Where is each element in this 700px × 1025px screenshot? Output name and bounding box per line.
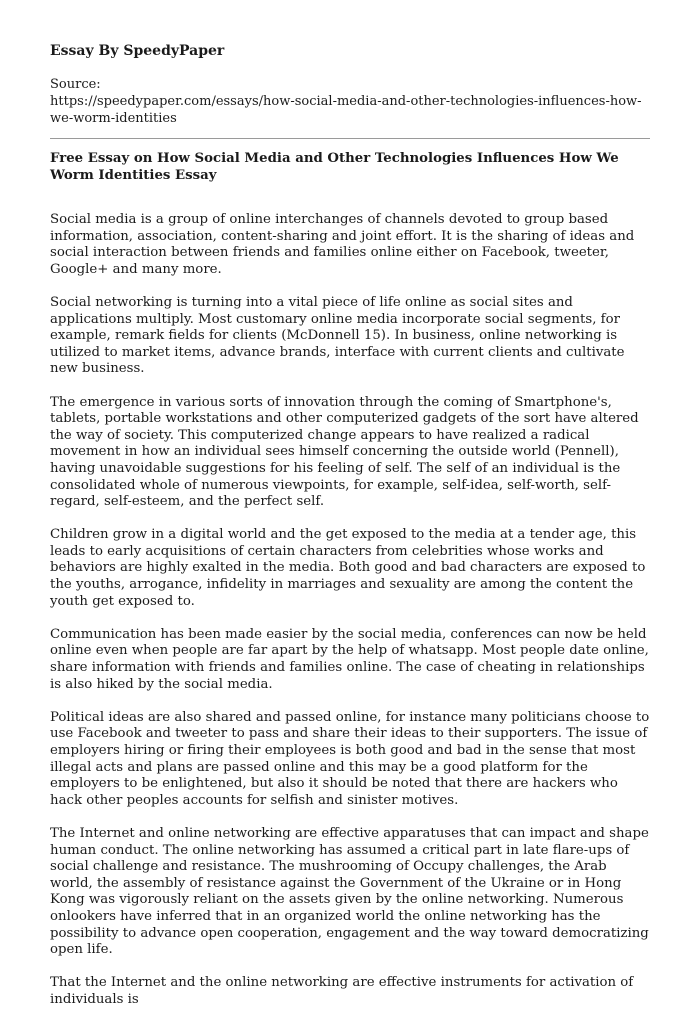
essay-paragraph: Communication has been made easier by the social media, conferences can now be held online even when people are far apart by the help of whatsapp. Most people date online, share information with friends and families online. The case of cheating in relationships is also hiked by the social media. [50,626,649,692]
document-brand-title: Essay By SpeedyPaper [50,43,225,59]
header-divider [50,138,650,139]
essay-paragraph: Social networking is turning into a vital piece of life online as social sites and applications multiply. Most customary online media incorporate social segments, for example, remark fields for clients (McDonnell 15). In business, online networking is utilized to market items, advance brands, interface with current clients and cultivate new business. [50,294,625,377]
essay-body [50,212,650,1025]
essay-paragraph: That the Internet and the online networking are effective instruments for activation of individuals is [50,975,634,1007]
essay-paragraph: Political ideas are also shared and passed online, for instance many politicians choose to use Facebook and tweeter to pass and share their ideas to their supporters. The issue of employers hiring or firing their employees is both good and bad in the sense that most illegal acts and plans are passed online and this may be a good platform for the employers to be enlightened, but also it should be noted that there are hackers who hack other peoples accounts for selfish and sinister motives. [50,709,650,808]
source-url-link[interactable]: https://speedypaper.com/essays/how-social-media-and-other-technologies-influences-how-we-worm-identities [50,94,642,126]
essay-paragraph: Children grow in a digital world and the get exposed to the media at a tender age, this leads to early acquisitions of certain characters from celebrities whose works and behaviors are highly exalted in the media. Both good and bad characters are exposed to the youths, arrogance, infidelity in marriages and sexuality are among the content the youth get exposed to. [50,527,646,609]
essay-paragraph: The emergence in various sorts of innovation through the coming of Smartphone's, tablets, portable workstations and other computerized gadgets of the sort have altered the way of society. This computerized change appears to have realized a radical movement in how an individual sees himself concerning the outside world (Pennell), having unavoidable suggestions for his feeling of self. The self of an individual is the consolidated whole of numerous viewpoints, for example, self-idea, self-worth, self-regard, self-esteem, and the perfect self. [50,394,639,510]
essay-title: Free Essay on How Social Media and Other Technologies Influences How We Worm Identities Essay [50,151,619,183]
document-header [50,42,650,127]
essay-paragraph: Social media is a group of online interchanges of channels devoted to group based information, association, content-sharing and joint effort. It is the sharing of ideas and social interaction between friends and families online either on Facebook, tweeter, Google+ and many more. [50,212,635,277]
essay-paragraph: The Internet and online networking are effective apparatuses that can impact and shape human conduct. The online networking has assumed a critical part in late flare-ups of social challenge and resistance. The mushrooming of Occupy challenges, the Arab world, the assembly of resistance against the Government of the Ukraine or in Hong Kong was vigorously reliant on the assets given by the online networking. Numerous onlookers have inferred that in an organized world the online networking has the possibility to advance open cooperation, engagement and the way toward democratizing open life. [50,825,649,958]
source-label: Source: [50,77,101,92]
